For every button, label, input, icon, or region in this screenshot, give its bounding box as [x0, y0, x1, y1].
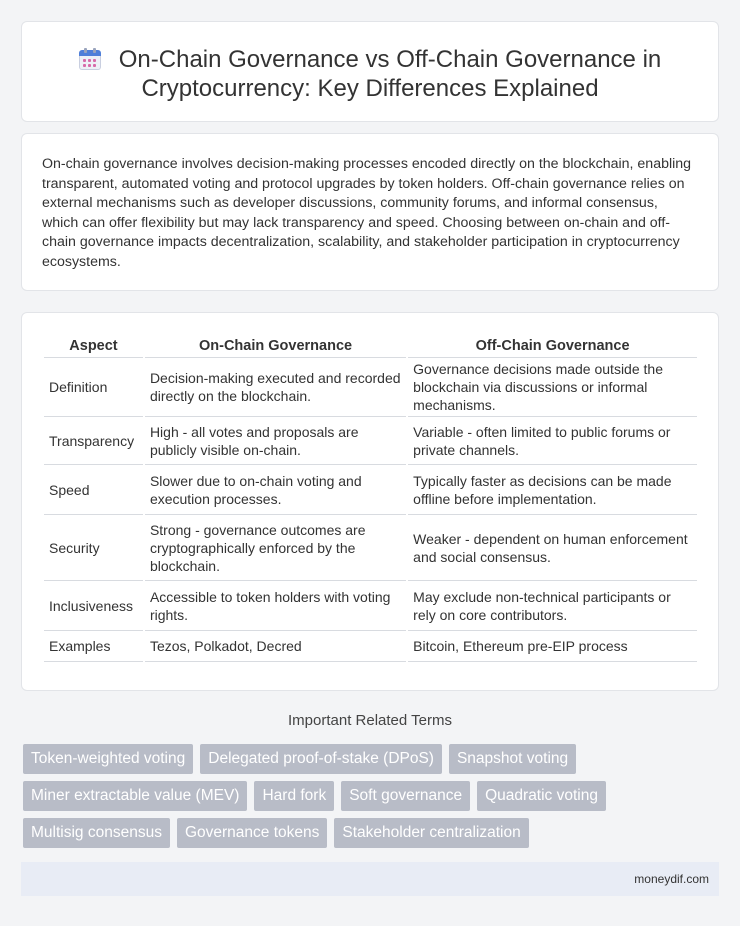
tag-row	[23, 744, 723, 774]
table-row	[44, 515, 697, 581]
tag-soft-governance[interactable]: Soft governance	[341, 781, 470, 811]
on-chain-cell: High - all votes and proposals are publicly visible on-chain.	[145, 417, 406, 465]
aspect-cell: Inclusiveness	[44, 581, 143, 631]
table-row	[44, 417, 697, 465]
header-on-chain: On-Chain Governance	[145, 336, 406, 358]
on-chain-cell: Slower due to on-chain voting and execution processes.	[145, 465, 406, 515]
intro-paragraph: On-chain governance involves decision-making processes encoded directly on the blockchain, enabling transparent, automated voting and protocol upgrades by token holders. Off-chain governance relies on external mechanisms such as developer discussions, community forums, and informal consensus, which can offer flexibility but may lack transparency and speed. Choosing between on-chain and off-chain governance impacts decentralization, scalability, and stakeholder participation in cryptocurrency ecosystems.	[42, 156, 692, 270]
off-chain-cell: Governance decisions made outside the blockchain via discussions or informal mechanisms.	[408, 358, 697, 417]
aspect-cell: Security	[44, 515, 143, 581]
on-chain-cell: Strong - governance outcomes are cryptographically enforced by the blockchain.	[145, 515, 406, 581]
table-row	[44, 358, 697, 417]
related-terms-list	[23, 744, 723, 855]
tag-dpos[interactable]: Delegated proof-of-stake (DPoS)	[200, 744, 442, 774]
tag-quadratic-voting[interactable]: Quadratic voting	[477, 781, 606, 811]
tag-row	[23, 781, 723, 811]
comparison-table	[42, 336, 699, 662]
off-chain-cell: Weaker - dependent on human enforcement and social consensus.	[408, 515, 697, 581]
table-row	[44, 465, 697, 515]
comparison-card	[21, 312, 719, 691]
tag-multisig-consensus[interactable]: Multisig consensus	[23, 818, 170, 848]
tag-stakeholder-centralization[interactable]: Stakeholder centralization	[334, 818, 528, 848]
off-chain-cell: Variable - often limited to public forums or private channels.	[408, 417, 697, 465]
tag-hard-fork[interactable]: Hard fork	[254, 781, 334, 811]
off-chain-cell: Typically faster as decisions can be made offline before implementation.	[408, 465, 697, 515]
calendar-icon	[79, 48, 101, 70]
table-row	[44, 581, 697, 631]
aspect-cell: Definition	[44, 358, 143, 417]
tag-mev[interactable]: Miner extractable value (MEV)	[23, 781, 247, 811]
tag-snapshot-voting[interactable]: Snapshot voting	[449, 744, 576, 774]
title-card	[21, 21, 719, 122]
footer-site-link[interactable]: moneydif.com	[634, 872, 709, 886]
aspect-cell: Speed	[44, 465, 143, 515]
on-chain-cell: Decision-making executed and recorded directly on the blockchain.	[145, 358, 406, 417]
tag-row	[23, 818, 723, 848]
on-chain-cell: Tezos, Polkadot, Decred	[145, 631, 406, 662]
header-aspect: Aspect	[44, 336, 143, 358]
tag-token-weighted-voting[interactable]: Token-weighted voting	[23, 744, 193, 774]
footer	[21, 862, 719, 896]
tag-governance-tokens[interactable]: Governance tokens	[177, 818, 327, 848]
page-title-wrap	[22, 45, 718, 103]
off-chain-cell: May exclude non-technical participants or rely on core contributors.	[408, 581, 697, 631]
table-row	[44, 631, 697, 662]
intro-card	[21, 133, 719, 291]
table-header-row	[44, 336, 697, 358]
header-off-chain: Off-Chain Governance	[408, 336, 697, 358]
related-terms-title: Important Related Terms	[288, 712, 452, 729]
page-title: On-Chain Governance vs Off-Chain Governance in Cryptocurrency: Key Differences Explained	[118, 46, 662, 102]
aspect-cell: Transparency	[44, 417, 143, 465]
off-chain-cell: Bitcoin, Ethereum pre-EIP process	[408, 631, 697, 662]
aspect-cell: Examples	[44, 631, 143, 662]
on-chain-cell: Accessible to token holders with voting rights.	[145, 581, 406, 631]
